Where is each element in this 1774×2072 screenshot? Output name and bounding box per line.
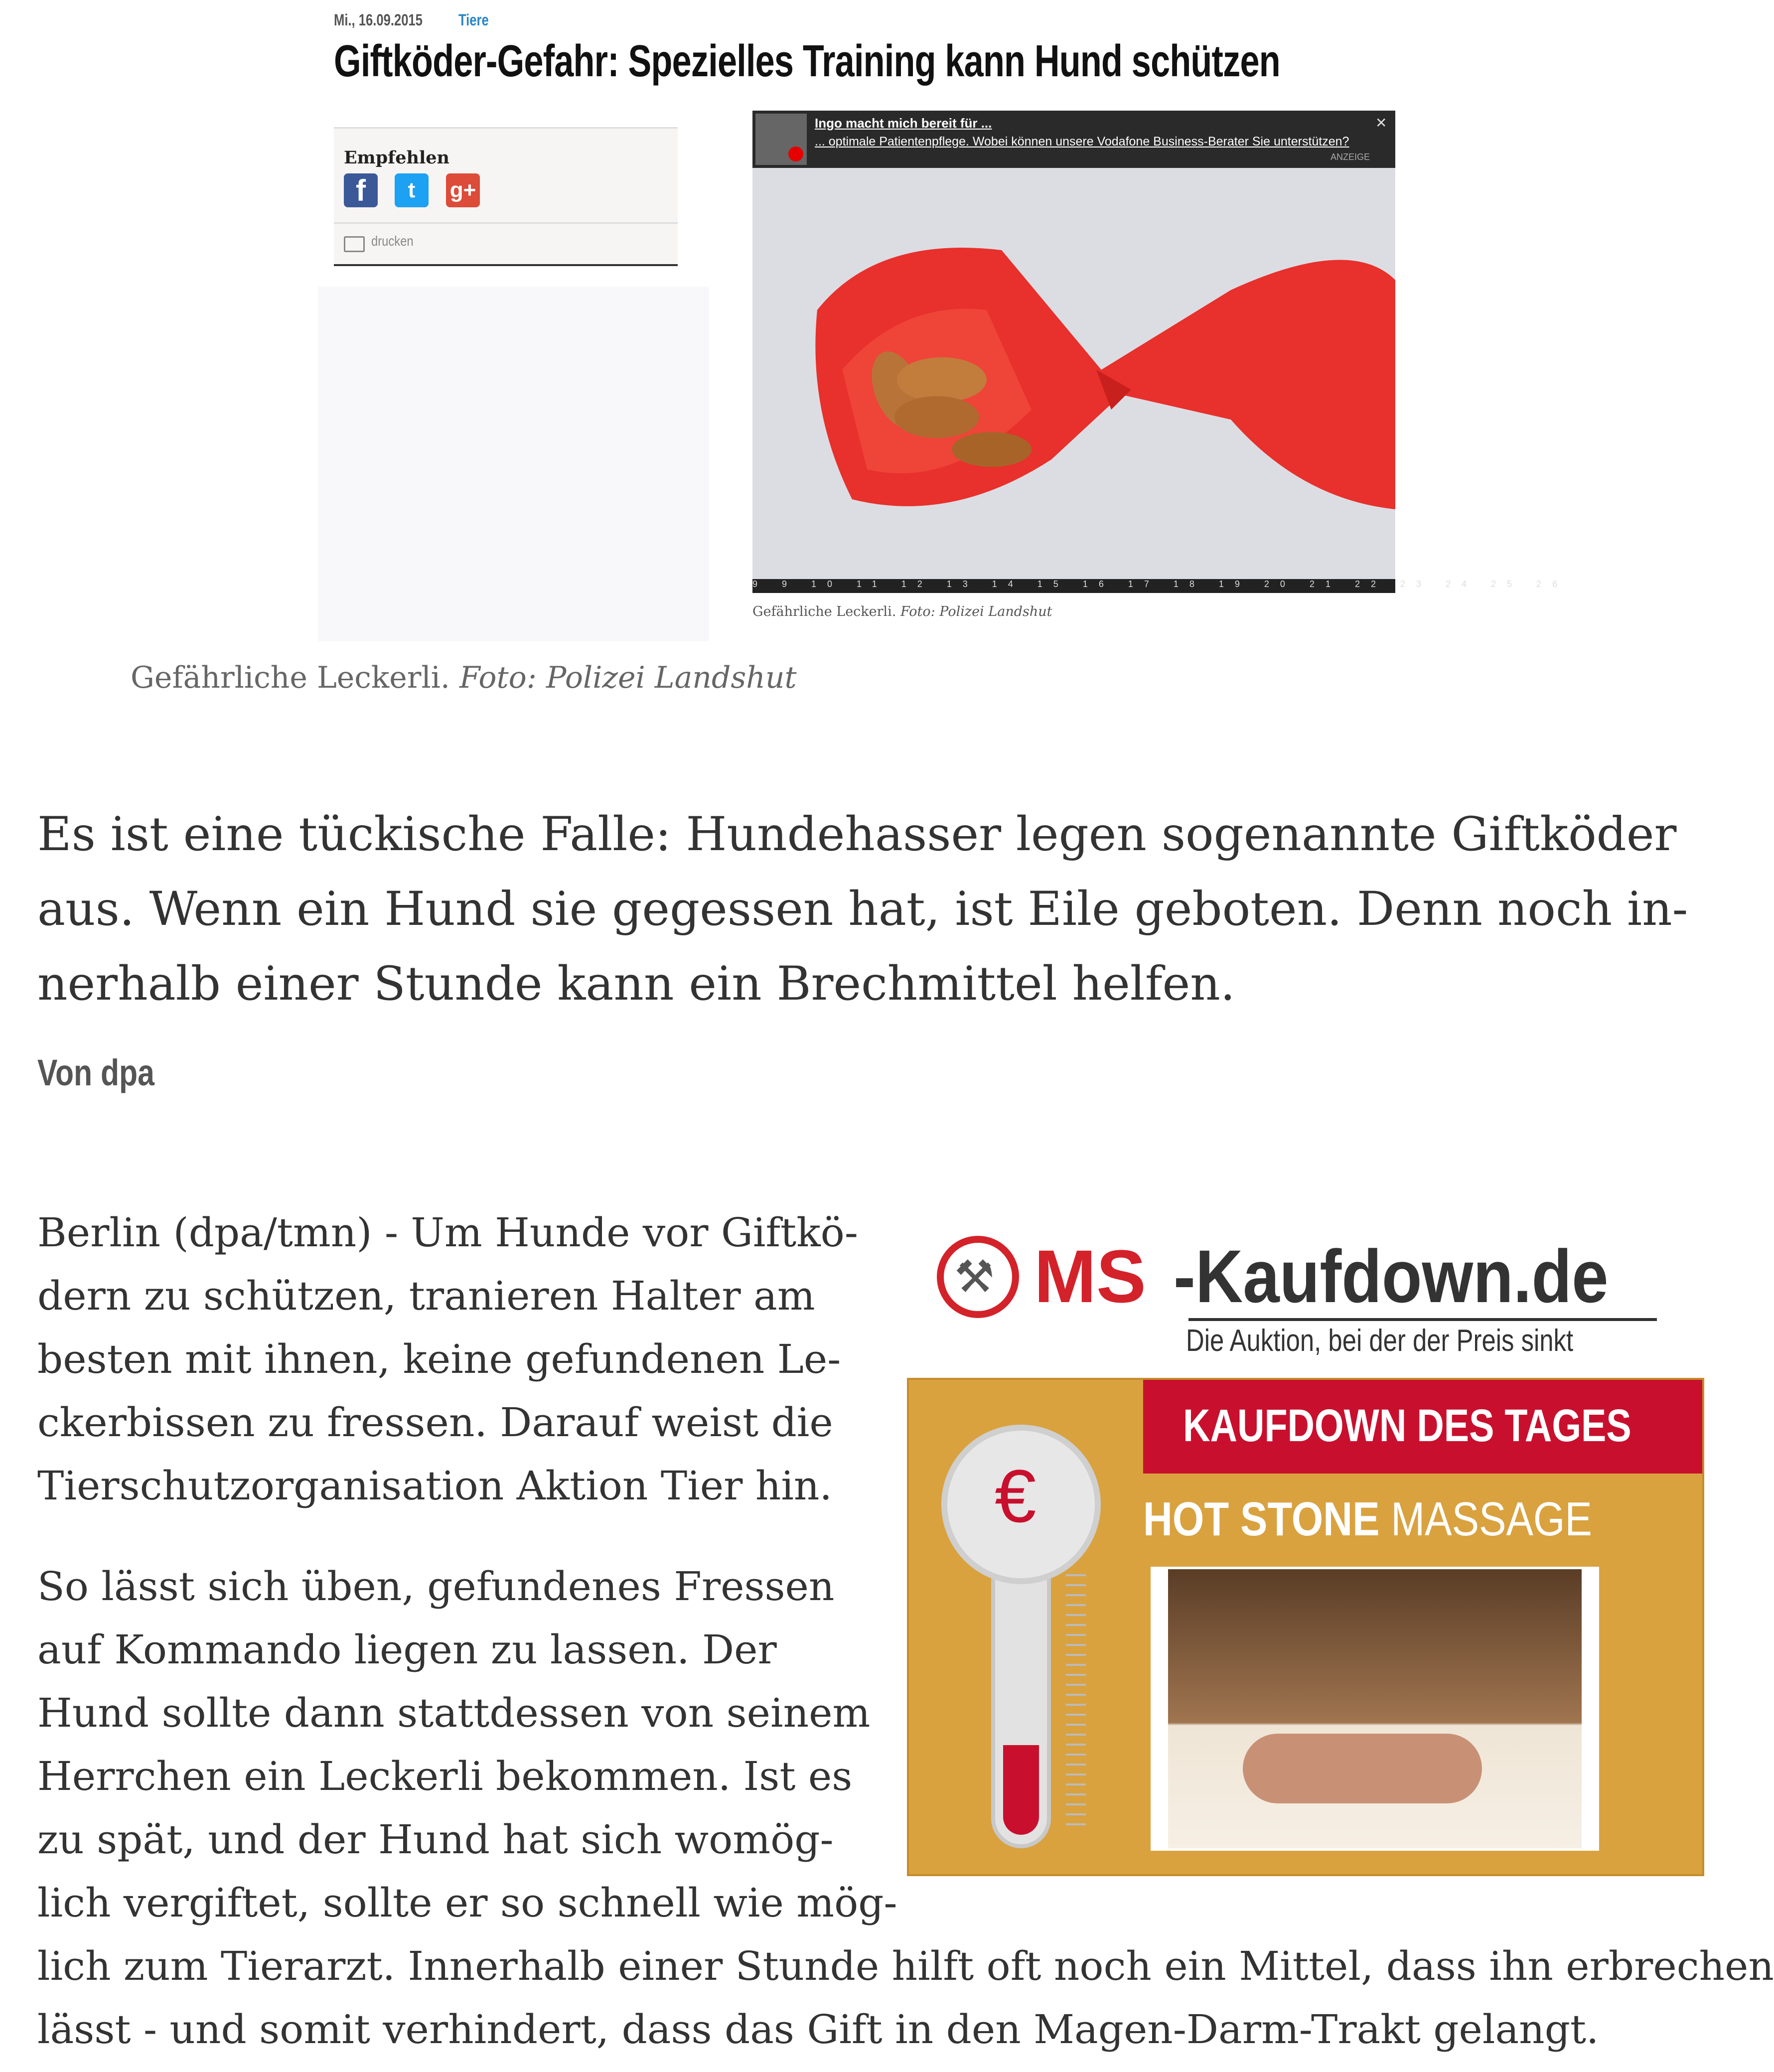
photo-overlay-ad[interactable] [752,111,1395,168]
product-title [1143,1492,1592,1547]
print-link[interactable]: drucken [371,233,414,249]
category-link[interactable]: Tiere [458,11,489,29]
text-line: Tierschutzorganisation Aktion Tier hin. [37,1463,832,1509]
teaser-line: Es ist eine tückische Falle: Hundehasser legen sogenannte Giftköder [37,807,1677,862]
text-line: lich zum Tierarzt. Innerhalb einer Stunde hilft oft noch ein Mittel, dass ihn erbrechen [37,1943,1774,1989]
photo-caption-large [131,660,797,695]
product-title-rest: MASSAGE [1379,1492,1592,1546]
thermometer-fill [1003,1745,1039,1835]
byline: Von dpa [37,1052,154,1093]
googleplus-icon[interactable]: g+ [446,173,480,207]
share-title: Empfehlen [344,148,449,168]
deal-of-day-bar [1143,1380,1702,1474]
thermometer-ticks [1066,1574,1086,1833]
share-box [334,127,678,266]
text-line: zu spät, und der Hund hat sich womög- [37,1816,834,1863]
text-line: So lässt sich üben, gefundenes Fressen [37,1563,835,1610]
text-line: Hund sollte dann stattdessen von seinem [37,1690,871,1736]
photo-ruler: 9 9 10 11 12 13 14 15 16 17 18 19 20 21 22 23 24 25 26 [752,579,1395,593]
massage-photo [1168,1569,1582,1848]
massage-person [1243,1734,1482,1803]
logo-ms: MS [1034,1234,1146,1318]
photo-illustration [752,111,1395,593]
text-line: ckerbissen zu fressen. Darauf weist die [37,1399,833,1446]
divider [334,222,678,224]
article-photo[interactable] [752,111,1569,593]
caption-text: Gefährliche Leckerli. [131,660,450,695]
kaufdown-advert[interactable] [907,1221,1704,1879]
article-date: Mi., 16.09.2015 [334,11,423,29]
article-headline: Giftköder-Gefahr: Spezielles Training kann Hund schützen [334,36,1280,86]
ad-placeholder [318,287,709,641]
ad-text-link[interactable]: ... optimale Patientenpflege. Wobei können unsere Vodafone Business-Berater Sie unterstützen? [815,135,1349,148]
caption-credit: Foto: Polizei Landshut [900,604,1052,619]
product-image [1151,1567,1599,1851]
caption-text: Gefährliche Leckerli. [752,604,896,619]
thermometer-stem [991,1572,1051,1848]
thermometer-icon [941,1425,1101,1584]
deal-of-day-title: KAUFDOWN DES TAGES [1183,1400,1631,1451]
text-line: lich vergiftet, sollte er so schnell wie mög- [37,1880,897,1926]
print-icon[interactable] [344,236,365,252]
advert-tagline: Die Auktion, bei der der Preis sinkt [1186,1324,1574,1358]
advert-banner[interactable] [907,1378,1704,1876]
text-line: auf Kommando liegen zu lassen. Der [37,1627,777,1673]
logo-kaufdown: -Kaufdown.de [1174,1234,1609,1318]
body-paragraph-1 [37,1201,858,1517]
caption-credit: Foto: Polizei Landshut [459,660,797,695]
photo-caption [752,604,1052,619]
vodafone-logo-icon [788,147,803,161]
text-line: lässt - und somit verhindert, dass das Gift in den Magen-Darm-Trakt gelangt. [37,2006,1599,2053]
text-line: Berlin (dpa/tmn) - Um Hunde vor Giftkö- [37,1209,858,1256]
logo-underline [1188,1318,1657,1321]
ad-label: ANZEIGE [1330,152,1370,162]
facebook-icon[interactable]: f [344,173,378,207]
product-title-bold: HOT STONE [1143,1492,1380,1546]
hammer-icon: ⚒ [954,1251,995,1303]
article-teaser [37,797,1702,1022]
text-line: dern zu schützen, tranieren Halter am [37,1273,815,1319]
close-icon[interactable]: ✕ [1375,115,1387,131]
teaser-line: nerhalb einer Stunde kann ein Brechmittel helfen. [37,957,1235,1011]
text-line: besten mit ihnen, keine gefundenen Le- [37,1336,841,1382]
twitter-icon[interactable]: t [395,173,429,207]
euro-icon: € [995,1454,1036,1538]
ad-title-link[interactable]: Ingo macht mich bereit für ... [815,116,992,131]
teaser-line: aus. Wenn ein Hund sie gegessen hat, ist Eile geboten. Denn noch in- [37,882,1688,936]
text-line: Herrchen ein Leckerli bekommen. Ist es [37,1753,853,1799]
